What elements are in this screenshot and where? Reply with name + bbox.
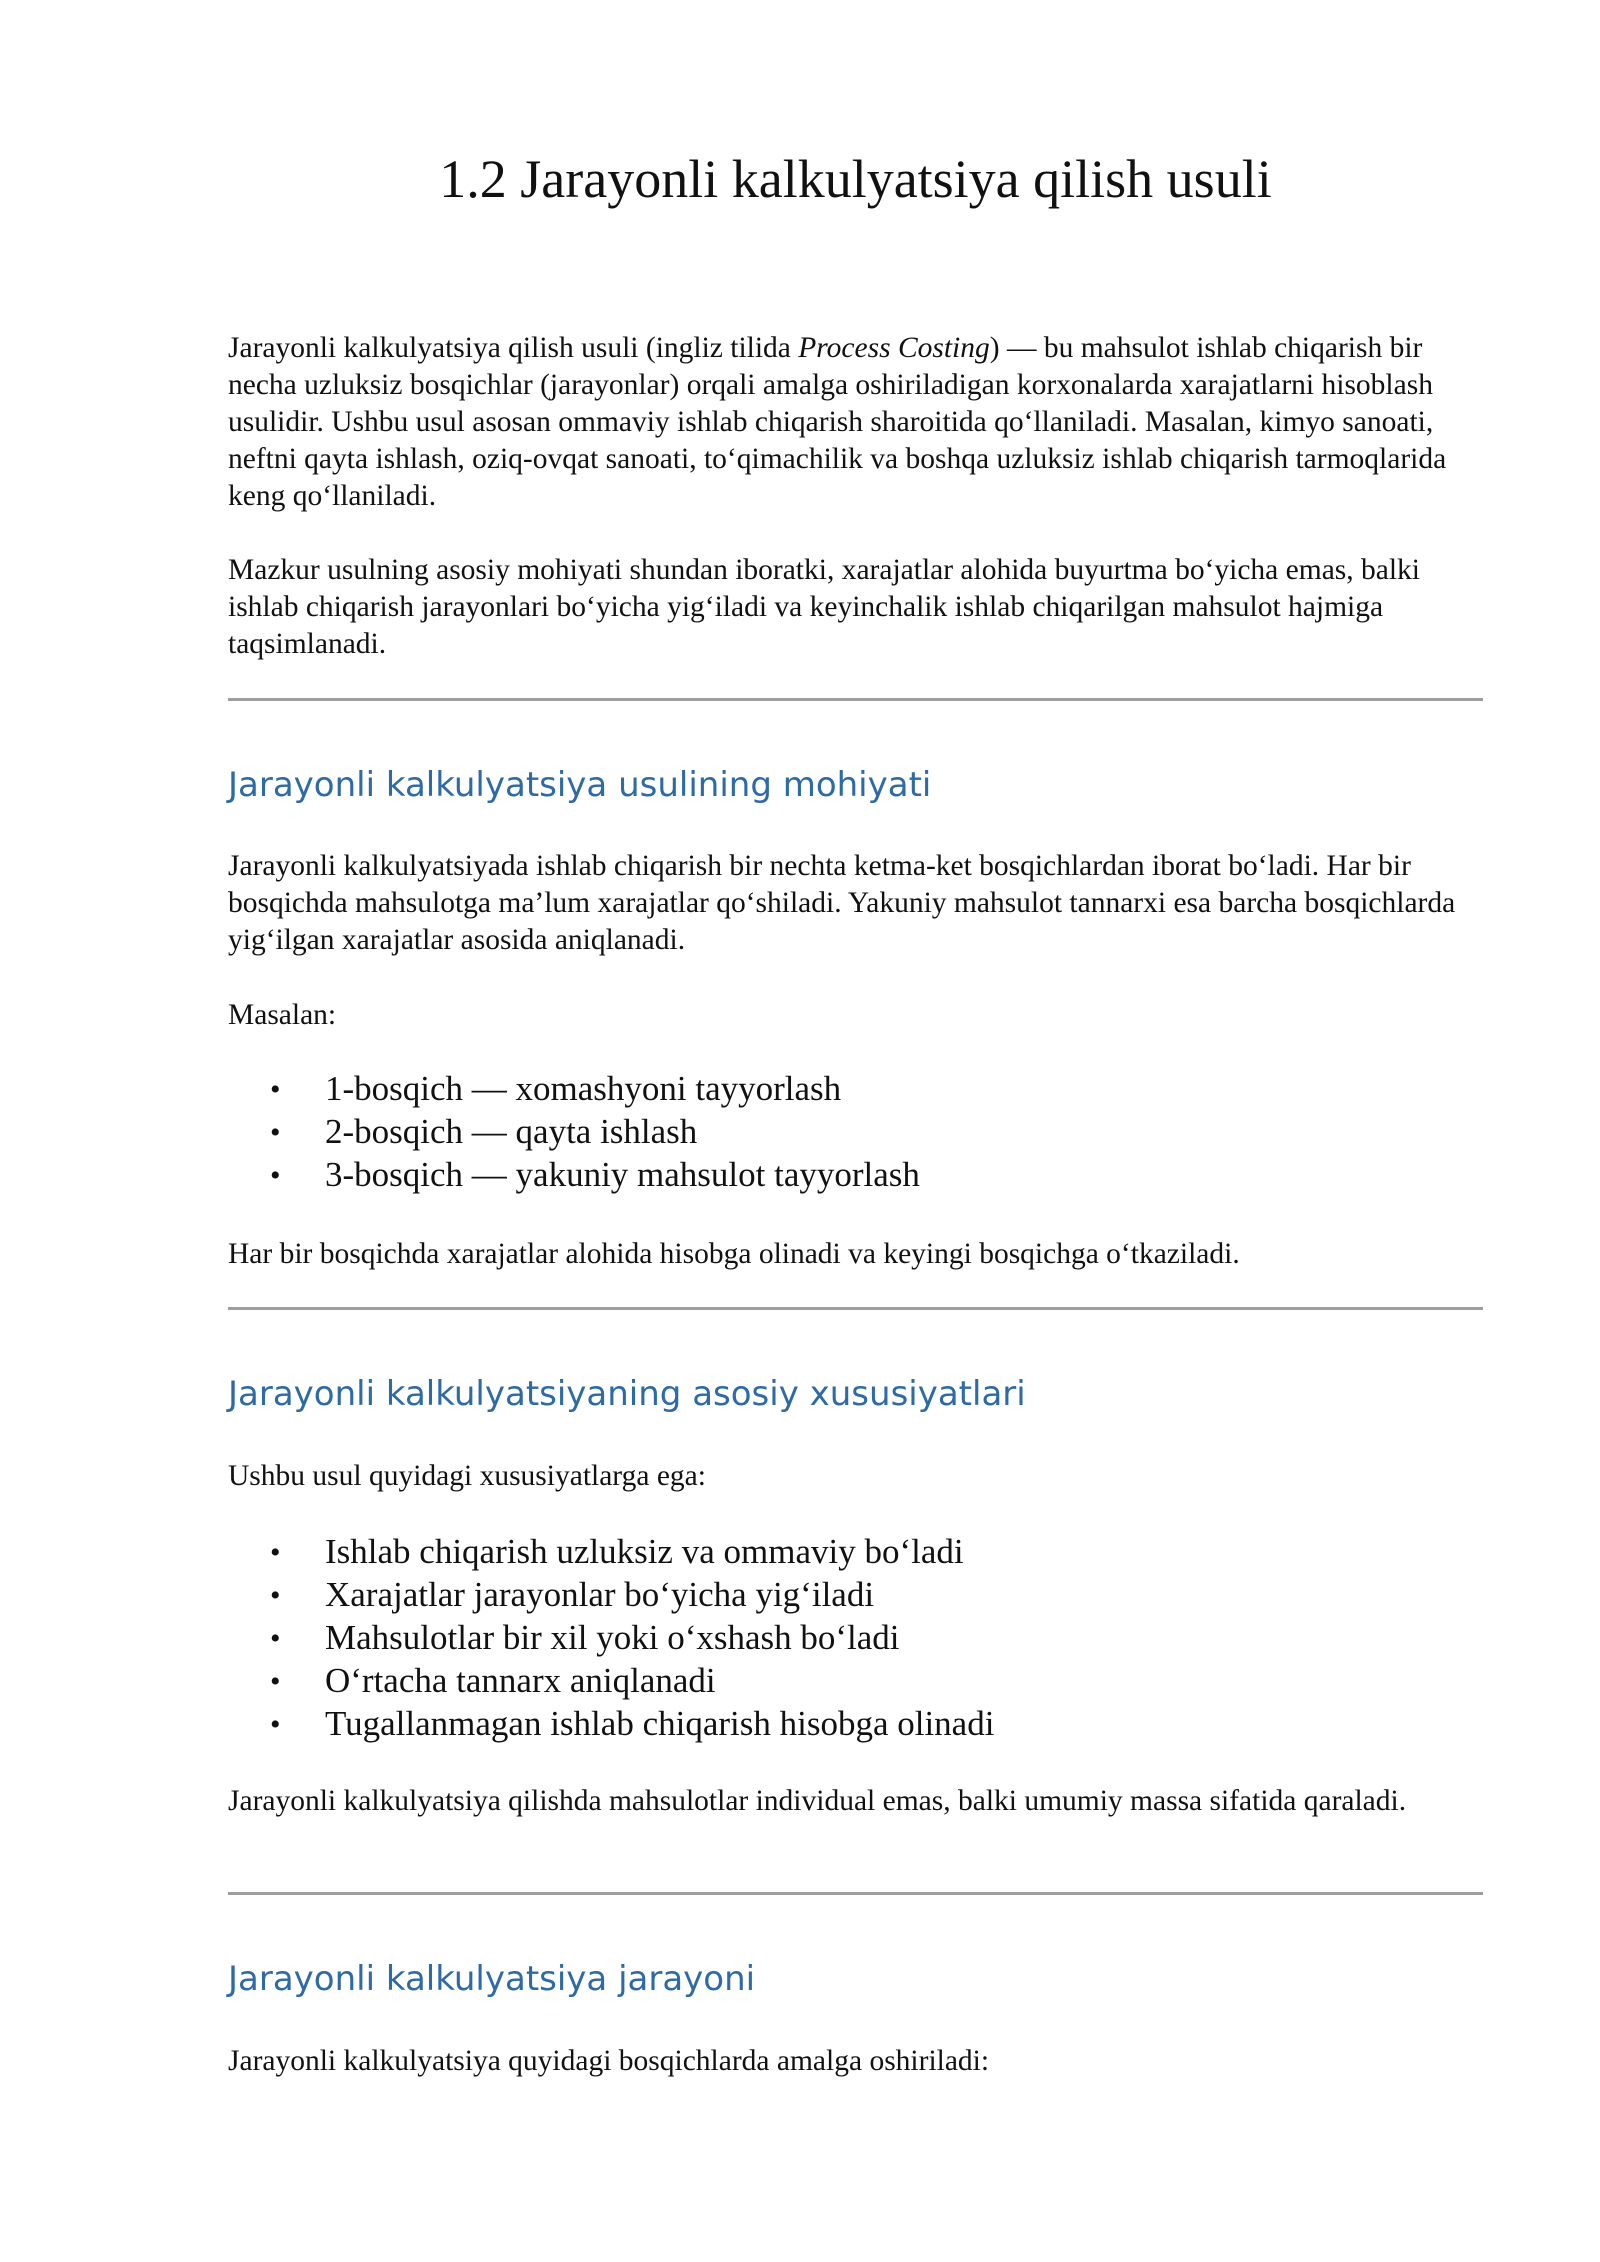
bullet-icon: • [270,1536,281,1569]
bullet-icon: • [270,1159,281,1192]
list-item-text: Tugallanmagan ishlab chiqarish hisobga olinadi [325,1704,995,1743]
list-item-text: 2-bosqich — qayta ishlash [325,1112,698,1151]
intro-term-italic: Process Costing [798,332,990,364]
list-item [270,1110,920,1153]
section-heading-xususiyatlari: Jarayonli kalkulyatsiyaning asosiy xususiyatlari [228,1374,1026,1414]
bullet-icon: • [270,1579,281,1612]
section-divider [228,1892,1483,1895]
list-item-text: Ishlab chiqarish uzluksiz va ommaviy bo‘ladi [325,1532,964,1571]
page-title: 1.2 Jarayonli kalkulyatsiya qilish usuli [439,149,1272,209]
bullet-icon: • [270,1665,281,1698]
section-heading-mohiyati: Jarayonli kalkulyatsiya usulining mohiyati [228,765,932,805]
intro-paragraph-2: Mazkur usulning asosiy mohiyati shundan iboratki, xarajatlar alohida buyurtma bo‘yicha emas, balki ishlab chiqarish jarayonlari bo‘yicha yig‘iladi va keyinchalik ishlab chiqarilgan mahsulot hajmiga taqsimlanadi. [228,554,1420,660]
list-item [270,1616,994,1659]
intro-text-start: Jarayonli kalkulyatsiya qilish usuli (ingliz tilida [228,332,799,364]
bullet-icon: • [270,1622,281,1655]
section2-paragraph-1: Ushbu usul quyidagi xususiyatlarga ega: [228,1460,706,1492]
section1-paragraph-3: Har bir bosqichda xarajatlar alohida hisobga olinadi va keyingi bosqichga o‘tkaziladi. [228,1238,1240,1270]
features-list [270,1530,994,1745]
list-item [270,1530,994,1573]
list-item [270,1659,994,1702]
section3-paragraph-1: Jarayonli kalkulyatsiya quyidagi bosqichlarda amalga oshiriladi: [228,2045,990,2077]
section-heading-jarayoni: Jarayonli kalkulyatsiya jarayoni [228,1959,756,1999]
stages-list [270,1067,920,1196]
list-item-text: 1-bosqich — xomashyoni tayyorlash [325,1069,842,1108]
list-item-text: Mahsulotlar bir xil yoki o‘xshash bo‘ladi [325,1618,900,1657]
bullet-icon: • [270,1073,281,1106]
section-divider [228,698,1483,701]
section-divider [228,1307,1483,1310]
section1-paragraph-1: Jarayonli kalkulyatsiyada ishlab chiqarish bir nechta ketma-ket bosqichlardan iborat bo‘ladi. Har bir bosqichda mahsulotga ma’lum xarajatlar qo‘shiladi. Yakuniy mahsulot tannarxi esa barcha bosqichlarda yig‘ilgan xarajatlar asosida aniqlanadi. [228,850,1456,956]
list-item [270,1153,920,1196]
list-item [270,1067,920,1110]
section1-paragraph-2: Masalan: [228,999,337,1031]
list-item-text: 3-bosqich — yakuniy mahsulot tayyorlash [325,1155,920,1194]
list-item-text: O‘rtacha tannarx aniqlanadi [325,1661,716,1700]
bullet-icon: • [270,1116,281,1149]
list-item [270,1573,994,1616]
section2-paragraph-2: Jarayonli kalkulyatsiya qilishda mahsulotlar individual emas, balki umumiy massa sifatida qaraladi. [228,1785,1407,1817]
bullet-icon: • [270,1708,281,1741]
intro-paragraph-1 [228,330,1483,515]
list-item [270,1702,994,1745]
intro-text-end: ) — bu mahsulot ishlab chiqarish bir necha uzluksiz bosqichlar (jarayonlar) orqali amalga oshiriladigan korxonalarda xarajatlarni hisoblash usulidir. Ushbu usul asosan ommaviy ishlab chiqarish sharoitida qo‘llaniladi. Masalan, kimyo sanoati, neftni qayta ishlash, oziq-ovqat sanoati, to‘qimachilik va boshqa uzluksiz ishlab chiqarish tarmoqlarida keng qo‘llaniladi. [228,332,1447,512]
list-item-text: Xarajatlar jarayonlar bo‘yicha yig‘iladi [325,1575,875,1614]
